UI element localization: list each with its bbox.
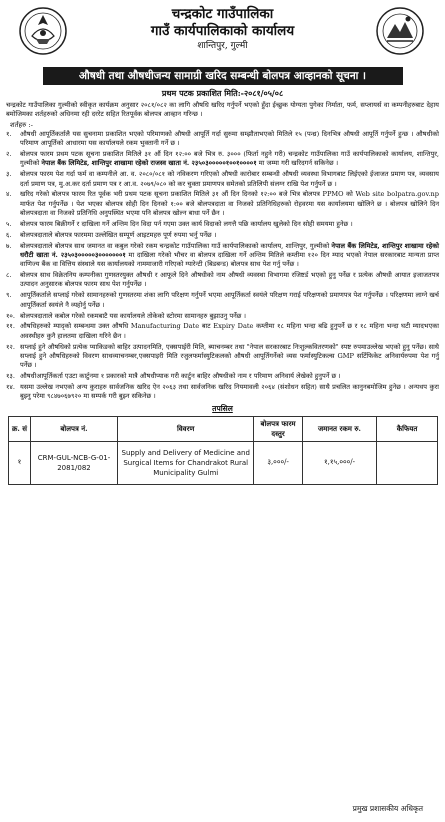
clause-number: ५.: [6, 219, 12, 228]
clause-text-post: मा जम्मा गरी खरिदगर्न सकिनेछ ।: [256, 159, 339, 168]
clause-text-pre: बोलपत्र फारम प्रथम पटक सूचना प्रकाशित मितिले ३१ औं दिन १२:०० बजे भित्र रु. ३००० (फिर्ता नहुने गरी) चन्द्रकोट गाउँपालिका गाउँ कार्यपालिकाको कार्यालय, शान्तिपुर, गुल्मीको: [20, 150, 439, 168]
clause-4: [6, 190, 439, 218]
terms-heading: शर्तहरु :-: [10, 120, 33, 129]
clause-text: बोलपत्र फारम बिक्रीगर्ने र दाखिला गर्ने अन्तिम दिन विदा पर्न गएमा उक्त कार्य विदाको लगत्तै पछि कार्यालय खुलेको दिन सोही समयमा हुनेछ ।: [20, 219, 353, 228]
col-bid-number: बोलपत्र नं.: [30, 416, 117, 441]
clause-number: ६.: [6, 230, 12, 239]
clause-10: [6, 312, 439, 321]
clause-text: [20, 242, 439, 270]
clause-number: १०.: [6, 311, 15, 320]
clause-12: [6, 343, 439, 371]
clause-7: [6, 242, 439, 270]
revenue-account-number: नेपाल बैंक लिमिटेड, शान्तिपुर शाखामा रहेको राजस्व खाता नं. २३५०३०००००१००१००००१: [41, 159, 257, 168]
clause-13: [6, 372, 439, 381]
col-remarks: कैफियत: [377, 416, 438, 441]
cell-deposit: १,१५,०००/-: [302, 441, 376, 484]
clause-text: खरिद गरेको बोलपत्र फारम रित पूर्वक भरी प्रथम पटक सूचना प्रकाशित मितिले ३१ औं दिन दिनको १२:०० बजे भित्र बोलपत्र PPMO को Web site bolpatra.gov.np मार्फत पेश गर्नुपर्नेछ । पेश भएका बोलपत्र सोही दिन दिनको १:०० बजे बोलपत्रदाता वा निजको प्रतिनिधिहरुको रोहवरमा यस कार्यालयमा खोलिने छ । बोलपत्र खोलिने दिन बोलपत्रदाता वा निजको प्रतिनिधि अनुपस्थित भएमा पनि बोलपत्र खोल्न बाधा पर्ने छैन ।: [20, 190, 439, 218]
nepal-emblem-icon: [18, 6, 68, 56]
clause-text: औषधी आपूर्तिकर्तालै यस सुचनामा प्रकाशित भएको परिमाणको औषधी आपूर्ति गर्दा सुरुमा सम्झौताभएको मितिले १५ (पन्ध्र) दिनभित्र औषधी आपूर्ति गर्नुपर्ने हुन्छ । औषधीको परिमाण आपूर्तिको आधारमा यस कार्यालयले रकम भुक्तानी गर्ने छ ।: [20, 129, 439, 148]
cell-bid-number: CRM-GUL-NCB-G-01-2081/082: [30, 441, 117, 484]
notice-title: औषधी तथा औषधीजन्य सामाग्री खरिद सम्बन्धी बोलपत्र आव्हानको सूचना ।: [43, 67, 403, 85]
clause-text-post: मा दाखिला गरेको भौचर वा बोलपत्र दाखिला गर्ने अन्तिम मितिले कम्तीमा १२० दिन म्याद भएको नेपाल सरकारबाट मान्यता प्राप्त वाणिज्य बैंक वा वित्तिय संस्थाले यस कार्यालयको नाममाजारी गरिएको ग्यारेन्टी (बिडबन्ड) बोलपत्र साथ पेश गर्नु पर्नेछ ।: [20, 250, 440, 269]
intro-paragraph: चन्द्रकोट गाउँपालिका गुल्मीको स्वीकृत कार्यक्रम अनुसार २०८१/०८२ का लागि औषधि खरिद गर्नुपर्ने भएको हुँदा ईच्छुक योग्यता पुगेका निर्माता, फर्म, सप्लायर्स वा कम्पनीहरुबाट देहाय बमोजिमका शर्तहरुको अधिनमा रही दररेट सहित रितपूर्वक बोलपत्र आव्हान गरिन्छ ।: [6, 101, 439, 119]
office-name-line1: चन्द्रकोट गाउँपालिका: [171, 6, 274, 22]
clause-number: ४.: [6, 190, 12, 199]
schedule-heading: तपसिल: [212, 403, 233, 413]
cell-serial: १: [9, 441, 31, 484]
clause-text: आपूर्तिकर्ताले सप्लाई गरेको सामानहरुको गुणस्तरमा शंका लागि परिक्षण गर्नुपर्ने भएमा आपूर्तिकर्ता स्वयंले परिक्षण गराई परिक्षणको प्रमाणपत्र पेश गर्नुपर्नेछ । परिक्षणमा लाग्ने खर्च आपूर्तिकर्ता स्वयंले नै व्यहोर्नु पर्नेछ ।: [20, 291, 439, 309]
publish-date: प्रथम पटक प्रकाशित मिति:-२०८१/०५/०८: [161, 88, 284, 98]
clause-text: औषधीआपूर्तिकर्ता एउटा कार्टुनमा १ प्रकारको मात्रै औषधीप्याक गरी कार्टुन बाहिर औषधीको नाम र परिमाण अनिवार्य लेखेको हुनुपर्ने छ ।: [20, 372, 341, 381]
clause-11: [6, 322, 439, 341]
deposit-account-number: नेपाल बैंक लिमिटेड, शान्तिपुर शाखामा रहेको धरौटी खाता नं. २३५०३०००००३०००००००१: [20, 241, 439, 259]
clause-text: बोलपत्रदाताले कबोल गरेको रकमबाटै यस कार्यालयले तोकेको स्टोरमा सामानहरु बुझाउनु पर्नेछ ।: [20, 311, 246, 320]
office-name-line2: गाउँ कार्यपालिकाको कार्यालय: [150, 23, 295, 39]
clause-text: यसमा उल्लेख नभएको अन्य कुराहरु सार्वजनिक खरिद ऐन २०६३ तथा सार्वजनिक खरिद नियमावली २०६४ (संशोधन सहित) साथै प्रचलित कानुनबमोजिम हुनेछ । अन्यथप कुरा बुझ्नु परेमा ९८४७०६७९२० मा सम्पर्क गरी बुझ्न सकिनेछ ।: [20, 382, 439, 401]
letterhead: [4, 0, 441, 66]
clause-1: [6, 130, 439, 149]
clause-number: १३.: [6, 372, 15, 381]
clause-text: सप्लाई हुने औषधिको प्रत्येक प्याकिङको बाहिर उत्पादनमिति, एक्सपाईरी मिति, ब्याचनम्बर तथा "नेपाल सरकारबाट निःशुल्कवितरणको" स्पष्ट रुपमाउल्लेख भएको हुनु पर्नेछ। साथै सप्लाई हुने औषधिहरुको विवरण साथव्याचनम्बर,एक्सपाइरी मिति रजुलफर्मास्युटिकलको औषधी आपूर्तिगर्नेको व्यस फर्मास्युटिकल्स GMP सर्टिफिकेट अनिवार्यरुपमा पेश गर्नु पर्नेछ ।: [20, 342, 439, 370]
cell-description: Supply and Delivery of Medicine and Surgical Items for Chandrakot Rural Municipality Gulmi: [118, 441, 254, 484]
clause-number: १.: [6, 129, 12, 138]
col-form-fee: बोलपत्र फारम दस्तुर: [254, 416, 302, 441]
office-address: शान्तिपुर, गुल्मी: [197, 41, 248, 51]
col-serial: क्र. सं: [9, 416, 31, 441]
table-row: [9, 441, 438, 484]
clause-number: १२.: [6, 342, 15, 351]
table-header-row: [9, 416, 438, 441]
clause-text: औषधिहरुको म्याद्को सम्बन्धमा उक्त औषधि Manufacturing Date बाट Expiry Date कम्तीमा १८ महिना भन्दा बढि हुनुपर्ने छ र १८ महिना भन्दा घटी म्यादभएका अवस्थीहरु कुनै हालतमा दाखिला गरिने छैन ।: [20, 322, 439, 340]
clause-text: [20, 150, 439, 169]
municipality-logo-icon: [375, 6, 425, 56]
clause-2: [6, 150, 439, 169]
clause-8: [6, 271, 439, 290]
clause-6: [6, 231, 439, 240]
clause-text-pre: बोलपत्रदाताले बोलपत्र साथ जमानत वा कबुल गरेको रकम चन्द्रकोट गाउँपालिका गाउँ कार्यपालिकाको कार्यालय, शान्तिपुर, गुल्मीको: [20, 241, 332, 250]
cell-remarks: [377, 441, 438, 484]
clause-number: १४.: [6, 382, 15, 391]
clause-text: बोलपत्र साथ विक्रेतनिय कम्पनीका गुणस्तरयुक्त औषधी र आफूले दिने औषधीको नाम औषधी व्यवस्था विभागमा रजिष्टर्ड भएको हुनु पर्नेछ र प्रत्येक औषधी आयात इजाजतपत्र उत्पादन अनुसारक बोलपत्र फारम साथ पेश गर्नुपर्नेछ ।: [20, 271, 439, 289]
clause-text: बोलपत्र फारम पेश गर्दा फर्म वा कम्पनीले आ. व. २०८०/०८१ को नविकरण गरिएको औषधी कारोबार सम्बन्धी औषधी व्यवस्था विभागबाट लिईएको ईजाजत प्रमाण पत्र, व्यवसाय दर्ता प्रमाण पत्र, मु.अ.कर दर्ता प्रमाण पत्र र आ.व. २०७९/०८० को कर चुक्ता प्रमाणपत्र समेतको प्रतिलिपी संलग्न राखि पेश गर्नुपर्ने छ ।: [20, 170, 439, 188]
clause-3: [6, 170, 439, 189]
schedule-table: [8, 416, 438, 485]
clause-text: बोलपत्रदाताले बोलपत्र फारममा उल्लेखित सम्पूर्ण आइटमहरु पूर्ण रुपमा भर्नु पर्नेछ ।: [20, 230, 217, 239]
clause-number: ९.: [6, 291, 12, 300]
cell-form-fee: ३,०००/-: [254, 441, 302, 484]
clause-14: [6, 383, 439, 402]
clause-number: ३.: [6, 170, 12, 179]
col-description: विवरण: [118, 416, 254, 441]
clause-number: ८.: [6, 271, 12, 280]
clause-number: २.: [6, 150, 12, 158]
clause-number: ११.: [6, 322, 15, 331]
signature-title: प्रमुख प्रशासकीय अधिकृत: [352, 804, 423, 813]
clause-5: [6, 220, 439, 229]
col-deposit: जमानत रकम रु.: [302, 416, 376, 441]
clause-9: [6, 291, 439, 310]
clause-number: ७.: [6, 241, 12, 250]
